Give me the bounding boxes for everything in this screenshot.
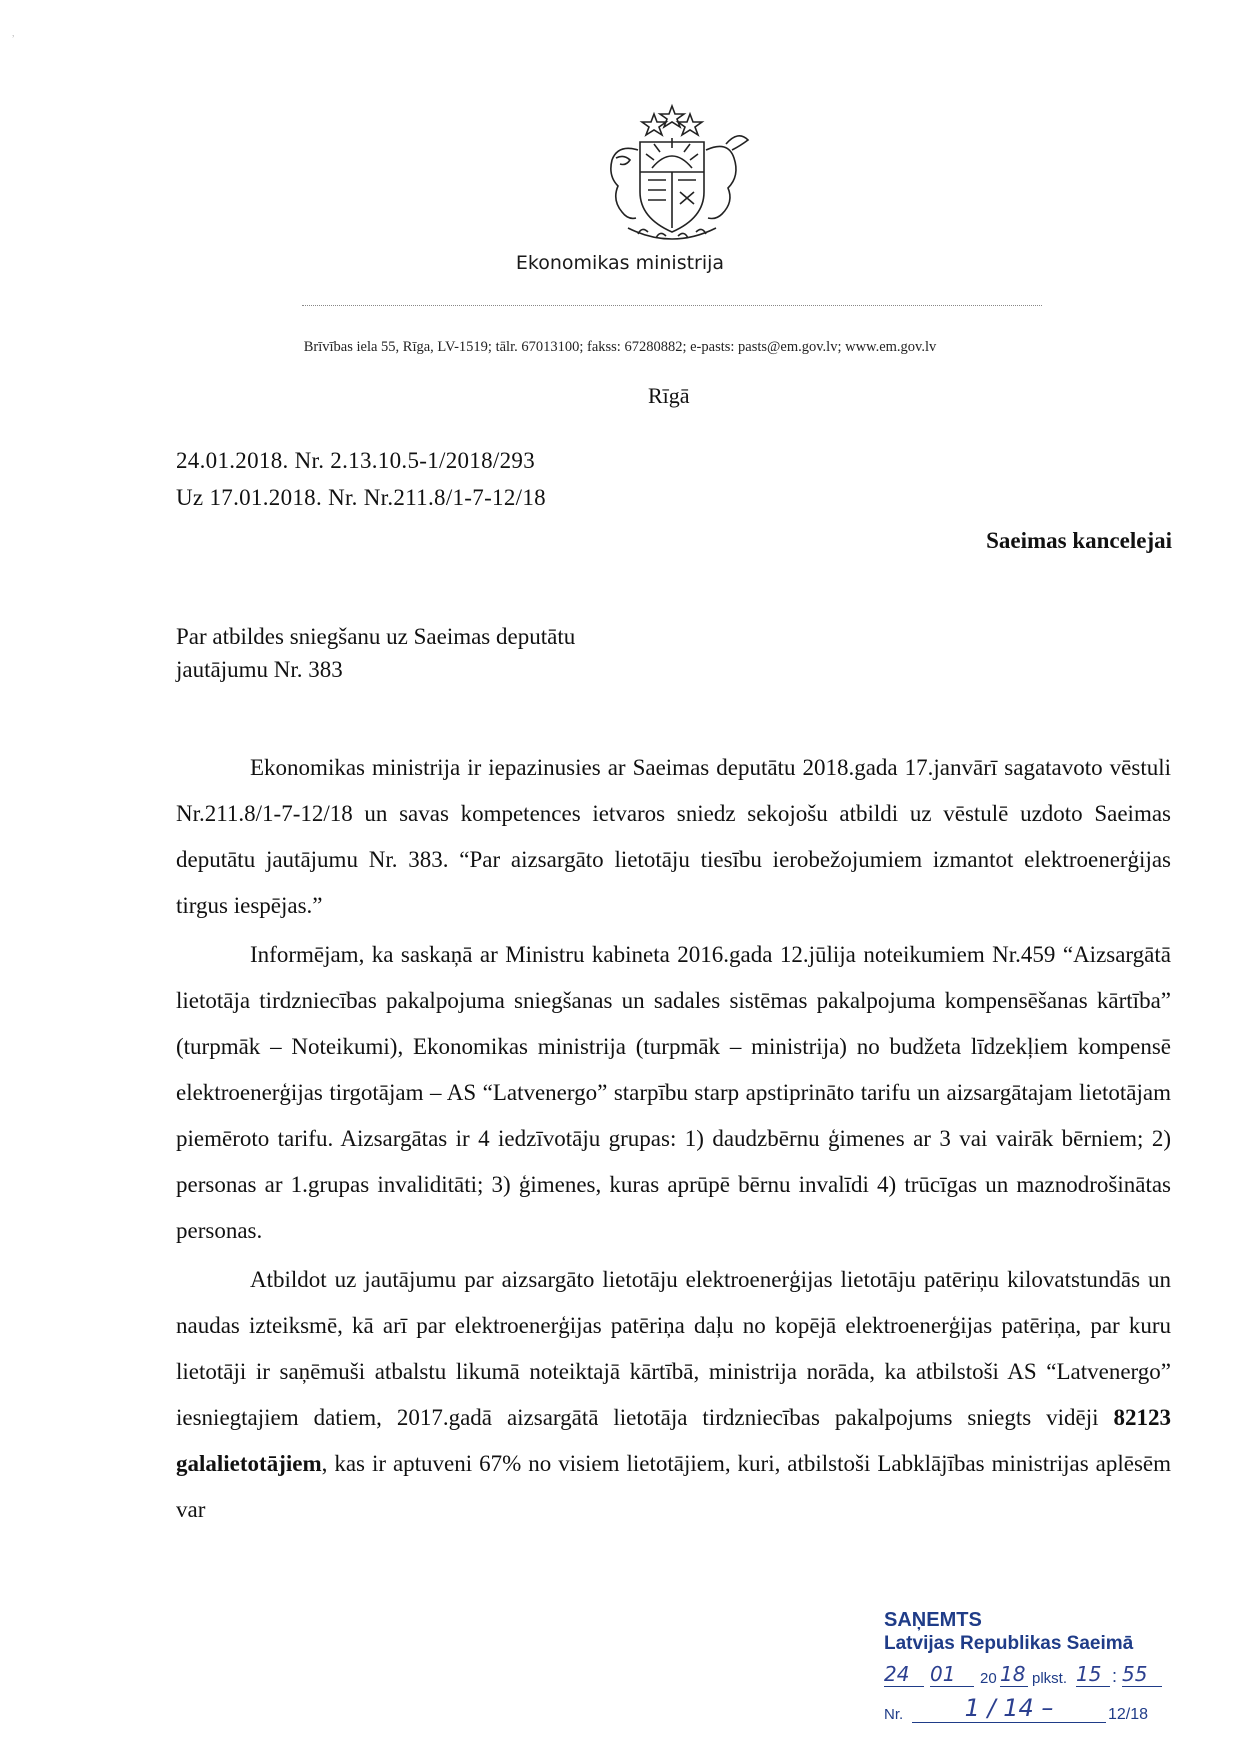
- reply-reference-number: Uz 17.01.2018. Nr. Nr.211.8/1-7-12/18: [176, 485, 546, 510]
- stamp-day: 24: [884, 1662, 924, 1687]
- scan-artifact: ,: [12, 28, 15, 39]
- stamp-title: SAŅEMTS: [884, 1609, 982, 1631]
- stamp-date-row: [884, 1656, 1184, 1690]
- stamp-year-prefix: 20: [980, 1670, 997, 1687]
- body-paragraph-3-highlight: 82123 galalietotājiem: [176, 1405, 1172, 1476]
- stamp-time-label: plkst.: [1032, 1670, 1068, 1687]
- body-paragraph-3-text-a: Atbildot uz jautājumu par aizsargāto lietotāju elektroenerģijas lietotāju patēriņu kilovatstundās un naudas izteiksmē, kā arī par elektroenerģijas patēriņa daļu no kopējā elektroenerģijas patēriņa, par kuru lietotāji ir saņēmuši atbalstu likumā noteiktajā kārtībā, ministrija norāda, ka atbilstoši AS “Latvenergo” iesniegtajiem datiem, 2017.gadā aizsargātā lietotāja tirdzniecības pakalpojums sniegts vidēji: [176, 1267, 1171, 1430]
- coat-of-arms-logo: [582, 100, 762, 250]
- body-paragraph-3-text-b: , kas ir aptuveni 67% no visiem lietotājiem, kuri, atbilstoši Labklājības ministrijas aplēsēm var: [176, 1451, 1171, 1522]
- letterhead-address: Brīvības iela 55, Rīga, LV-1519; tālr. 67013100; fakss: 67280882; e-pasts: pasts@em.gov.lv; www.em.gov.lv: [303, 339, 937, 355]
- stamp-number-suffix: 12/18: [1108, 1706, 1149, 1723]
- stamp-minute: 55: [1122, 1662, 1162, 1687]
- subject-line-2: jautājumu Nr. 383: [176, 657, 343, 682]
- letter-body: [176, 745, 1171, 1536]
- letter-reference-number: 24.01.2018. Nr. 2.13.10.5-1/2018/293: [176, 448, 535, 473]
- body-paragraph-3: [176, 1257, 1171, 1533]
- body-paragraph-2: Informējam, ka saskaņā ar Ministru kabineta 2016.gada 12.jūlija noteikumiem Nr.459 “Aizsargātā lietotāja tirdzniecības pakalpojuma sniegšanas un sadales sistēmas pakalpojuma kompensēšanas kārtība” (turpmāk – Noteikumi), Ekonomikas ministrija (turpmāk – ministrija) no budžeta līdzekļiem kompensē elektroenerģijas tirgotājam – AS “Latvenergo” starpību starp apstiprināto tarifu un aizsargātajam lietotājam piemēroto tarifu. Aizsargātas ir 4 iedzīvotāju grupas: 1) daudzbērnu ģimenes ar 3 vai vairāk bērniem; 2) personas ar 1.grupas invaliditāti; 3) ģimenes, kuras aprūpē bērnu invalīdi 4) trūcīgas un maznodrošinātas personas.: [176, 942, 1171, 1243]
- received-stamp: [884, 1608, 1184, 1724]
- letter-city: Rīgā: [648, 383, 690, 408]
- stamp-year-suffix: 18: [1000, 1662, 1028, 1687]
- letterhead-divider: [302, 305, 1042, 306]
- stamp-time-separator: :: [1112, 1666, 1118, 1686]
- stamp-number-row: [884, 1690, 1184, 1724]
- letter-subject: [176, 620, 575, 686]
- stamp-number-label: Nr.: [884, 1706, 904, 1723]
- stamp-hour: 15: [1076, 1662, 1110, 1687]
- stamp-month: 01: [930, 1662, 974, 1687]
- subject-line-1: Par atbildes sniegšanu uz Saeimas deputātu: [176, 624, 576, 649]
- ministry-name: Ekonomikas ministrija: [515, 252, 725, 274]
- stamp-number-handwritten: 1 / 14 –: [912, 1694, 1106, 1723]
- body-paragraph-1: Ekonomikas ministrija ir iepazinusies ar Saeimas deputātu 2018.gada 17.janvārī sagatavoto vēstuli Nr.211.8/1-7-12/18 un savas kompetences ietvaros sniedz sekojošu atbildi uz vēstulē uzdoto Saeimas deputātu jautājumu Nr. 383. “Par aizsargāto lietotāju tiesību ierobežojumiem izmantot elektroenerģijas tirgus iespējas.”: [176, 755, 1171, 918]
- stamp-institution: Latvijas Republikas Saeimā: [884, 1633, 1134, 1654]
- recipient: Saeimas kancelejai: [986, 528, 1172, 553]
